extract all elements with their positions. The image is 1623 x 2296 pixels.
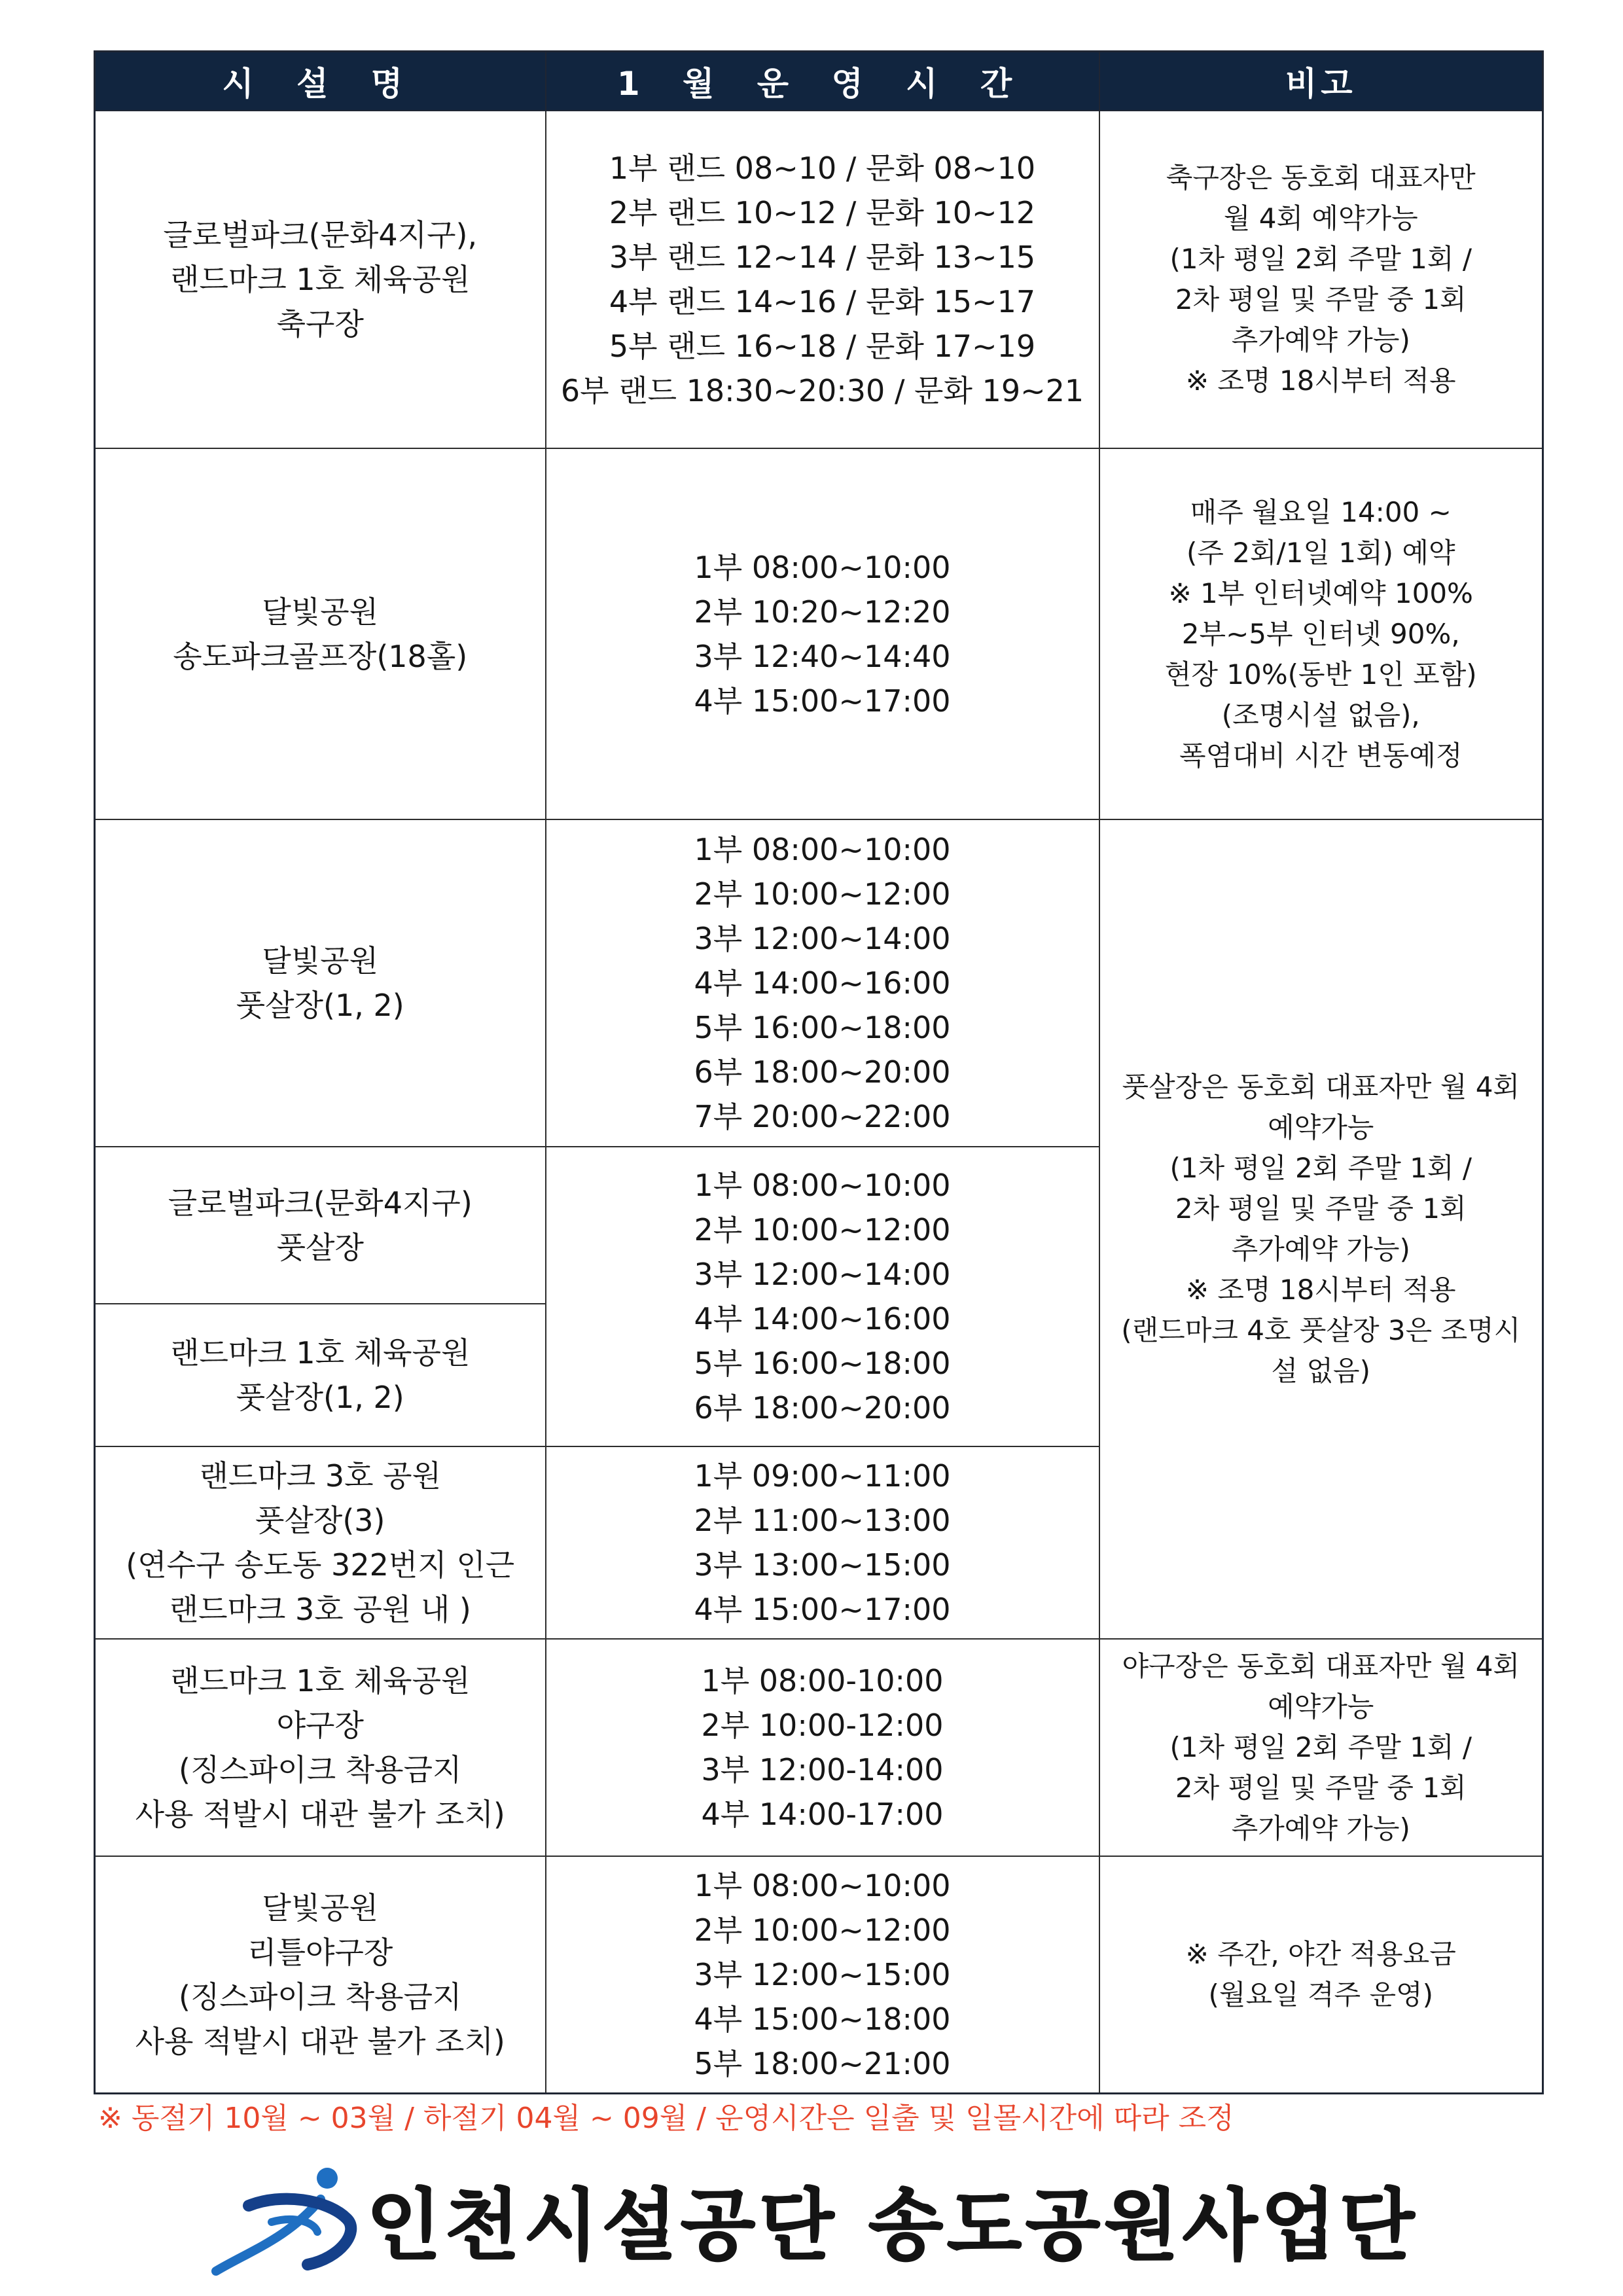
hours-cell [546, 111, 1099, 448]
cell-line: 예약가능 [1268, 1691, 1374, 1723]
cell-line: ※ 조명 18시부터 적용 [1185, 365, 1456, 397]
cell-line: 3부 12:40~14:40 [694, 638, 951, 674]
cell-line: 풋살장 [276, 1230, 364, 1265]
cell-line: 풋살장(1, 2) [236, 988, 404, 1023]
facility-cell [95, 111, 546, 448]
cell-line: 랜드마크 1호 체육공원 [170, 262, 471, 297]
cell-line: 2부 랜드 10~12 / 문화 10~12 [609, 195, 1036, 230]
table-row [95, 1856, 1543, 2093]
cell-line: 3부 12:00~14:00 [694, 921, 951, 956]
cell-line: 2차 평일 및 주말 중 1회 [1175, 1772, 1467, 1804]
cell-line: (1차 평일 2회 주말 1회 / [1169, 1152, 1472, 1184]
cell-line: 축구장 [276, 306, 364, 342]
cell-line: 2부 10:00~12:00 [694, 1212, 951, 1247]
facility-cell [95, 448, 546, 819]
cell-line: 5부 18:00~21:00 [694, 2045, 951, 2081]
hours-cell [546, 1856, 1099, 2093]
cell-line: 추가예약 가능) [1231, 1233, 1410, 1265]
cell-line: 1부 08:00-10:00 [701, 1663, 944, 1698]
cell-line: 달빛공원 [262, 943, 379, 978]
cell-line: 1부 랜드 08~10 / 문화 08~10 [609, 151, 1036, 186]
cell-line: 풋살장(3) [255, 1503, 385, 1538]
cell-line: 4부 15:00~18:00 [694, 2001, 951, 2037]
cell-line: (조명시설 없음), [1221, 698, 1420, 731]
cell-line: 4부 14:00~16:00 [694, 1301, 951, 1336]
cell-line: 송도파크골프장(18홀) [173, 638, 468, 674]
cell-line: 3부 12:00~15:00 [694, 1956, 951, 1992]
cell-line: 1부 08:00~10:00 [694, 549, 951, 585]
cell-line: 추가예약 가능) [1231, 1812, 1410, 1844]
note-cell [1099, 1856, 1543, 2093]
facility-cell [95, 1856, 546, 2093]
table-header-row [95, 52, 1543, 111]
header-facility: 시 설 명 [95, 52, 546, 111]
cell-line: 4부 랜드 14~16 / 문화 15~17 [609, 284, 1036, 319]
table-row [95, 819, 1543, 1147]
hours-cell [546, 819, 1099, 1147]
cell-line: 3부 13:00~15:00 [694, 1547, 951, 1583]
cell-line: 사용 적발시 대관 불가 조치) [135, 2023, 505, 2059]
hours-cell [546, 1639, 1099, 1856]
cell-line: (연수구 송도동 322번지 인근 [126, 1547, 515, 1583]
table-row [95, 111, 1543, 448]
note-cell [1099, 819, 1543, 1639]
cell-line: (1차 평일 2회 주말 1회 / [1169, 1731, 1472, 1763]
cell-line: ※ 1부 인터넷예약 100% [1168, 577, 1473, 609]
organization-name: 인천시설공단 송도공원사업단 [366, 2180, 1418, 2270]
cell-line: 추가예약 가능) [1231, 324, 1410, 356]
cell-line: 2부 11:00~13:00 [694, 1503, 951, 1538]
cell-line: 5부 16:00~18:00 [694, 1346, 951, 1381]
cell-line: 2부 10:00~12:00 [694, 1912, 951, 1948]
cell-line: (월요일 격주 운영) [1208, 1978, 1433, 2011]
cell-line: 5부 16:00~18:00 [694, 1010, 951, 1045]
cell-line: 2차 평일 및 주말 중 1회 [1175, 1193, 1467, 1225]
cell-line: 축구장은 동호회 대표자만 [1166, 162, 1476, 194]
facility-cell [95, 1446, 546, 1639]
cell-line: 야구장은 동호회 대표자만 월 4회 [1122, 1650, 1520, 1682]
cell-line: ※ 조명 18시부터 적용 [1185, 1274, 1456, 1306]
cell-line: 5부 랜드 16~18 / 문화 17~19 [609, 329, 1036, 364]
facility-cell [95, 1304, 546, 1446]
cell-line: 랜드마크 1호 체육공원 [170, 1335, 471, 1371]
header-operating-hours: 1 월 운 영 시 간 [546, 52, 1099, 111]
cell-line: 현장 10%(동반 1인 포함) [1164, 658, 1477, 691]
cell-line: 예약가능 [1268, 1111, 1374, 1143]
hours-cell [546, 448, 1099, 819]
cell-line: 1부 08:00~10:00 [694, 1168, 951, 1203]
cell-line: 6부 랜드 18:30~20:30 / 문화 19~21 [560, 373, 1084, 408]
cell-line: 6부 18:00~20:00 [694, 1054, 951, 1090]
schedule-sheet [94, 50, 1542, 2094]
header-note: 비고 [1099, 52, 1543, 111]
note-cell [1099, 111, 1543, 448]
cell-line: 1부 08:00~10:00 [694, 1867, 951, 1903]
cell-line: 4부 14:00-17:00 [701, 1797, 944, 1832]
cell-line: 4부 14:00~16:00 [694, 965, 951, 1001]
cell-line: 랜드마크 3호 공원 내 ) [169, 1592, 471, 1627]
cell-line: 리틀야구장 [247, 1934, 393, 1970]
table-row [95, 1639, 1543, 1856]
hours-cell [546, 1147, 1099, 1446]
cell-line: 2부 10:00~12:00 [694, 876, 951, 912]
cell-line: 글로벌파크(문화4지구), [163, 217, 478, 253]
cell-line: 랜드마크 3호 공원 [199, 1458, 442, 1494]
hours-cell [546, 1446, 1099, 1639]
cell-line: 풋살장은 동호회 대표자만 월 4회 [1122, 1071, 1520, 1103]
cell-line: 3부 랜드 12~14 / 문화 13~15 [609, 240, 1036, 275]
cell-line: 사용 적발시 대관 불가 조치) [135, 1797, 505, 1832]
cell-line: (주 2회/1일 1회) 예약 [1186, 536, 1455, 569]
season-footnote: ※ 동절기 10월 ~ 03월 / 하절기 04월 ~ 09월 / 운영시간은 일출 및 일몰시간에 따라 조정 [98, 2102, 1234, 2135]
cell-line: 야구장 [276, 1708, 364, 1743]
cell-line: 2부 10:20~12:20 [694, 594, 951, 630]
facility-schedule-table [94, 50, 1544, 2094]
cell-line: 랜드마크 1호 체육공원 [170, 1663, 471, 1698]
cell-line: 폭염대비 시간 변동예정 [1179, 739, 1463, 772]
cell-line: 2부~5부 인터넷 90%, [1181, 617, 1460, 650]
cell-line: (징스파이크 착용금지 [179, 1752, 462, 1787]
facility-cell [95, 1639, 546, 1856]
cell-line: 1부 09:00~11:00 [694, 1458, 951, 1494]
facility-cell [95, 1147, 546, 1304]
cell-line: 6부 18:00~20:00 [694, 1390, 951, 1426]
note-cell [1099, 448, 1543, 819]
cell-line: (1차 평일 2회 주말 1회 / [1169, 243, 1472, 275]
emblem-icon [209, 2160, 373, 2278]
cell-line: ※ 주간, 야간 적용요금 [1185, 1937, 1456, 1970]
note-cell [1099, 1639, 1543, 1856]
cell-line: 2부 10:00-12:00 [701, 1708, 944, 1743]
organization-logo [209, 2160, 1453, 2278]
facility-cell [95, 819, 546, 1147]
table-row [95, 448, 1543, 819]
cell-line: 설 없음) [1271, 1355, 1370, 1387]
cell-line: 달빛공원 [262, 1890, 379, 1926]
cell-line: 4부 15:00~17:00 [694, 1592, 951, 1627]
cell-line: 1부 08:00~10:00 [694, 832, 951, 867]
cell-line: 7부 20:00~22:00 [694, 1099, 951, 1134]
cell-line: 매주 월요일 14:00 ~ [1190, 495, 1452, 528]
cell-line: 풋살장(1, 2) [236, 1380, 404, 1415]
cell-line: 2차 평일 및 주말 중 1회 [1175, 283, 1467, 315]
cell-line: 4부 15:00~17:00 [694, 683, 951, 719]
cell-line: 월 4회 예약가능 [1223, 202, 1418, 234]
cell-line: (징스파이크 착용금지 [179, 1979, 462, 2015]
cell-line: 3부 12:00~14:00 [694, 1257, 951, 1292]
cell-line: 글로벌파크(문화4지구) [168, 1185, 473, 1221]
cell-line: 달빛공원 [262, 594, 379, 630]
cell-line: (랜드마크 4호 풋살장 3은 조명시 [1121, 1314, 1521, 1346]
cell-line: 3부 12:00-14:00 [701, 1752, 944, 1787]
